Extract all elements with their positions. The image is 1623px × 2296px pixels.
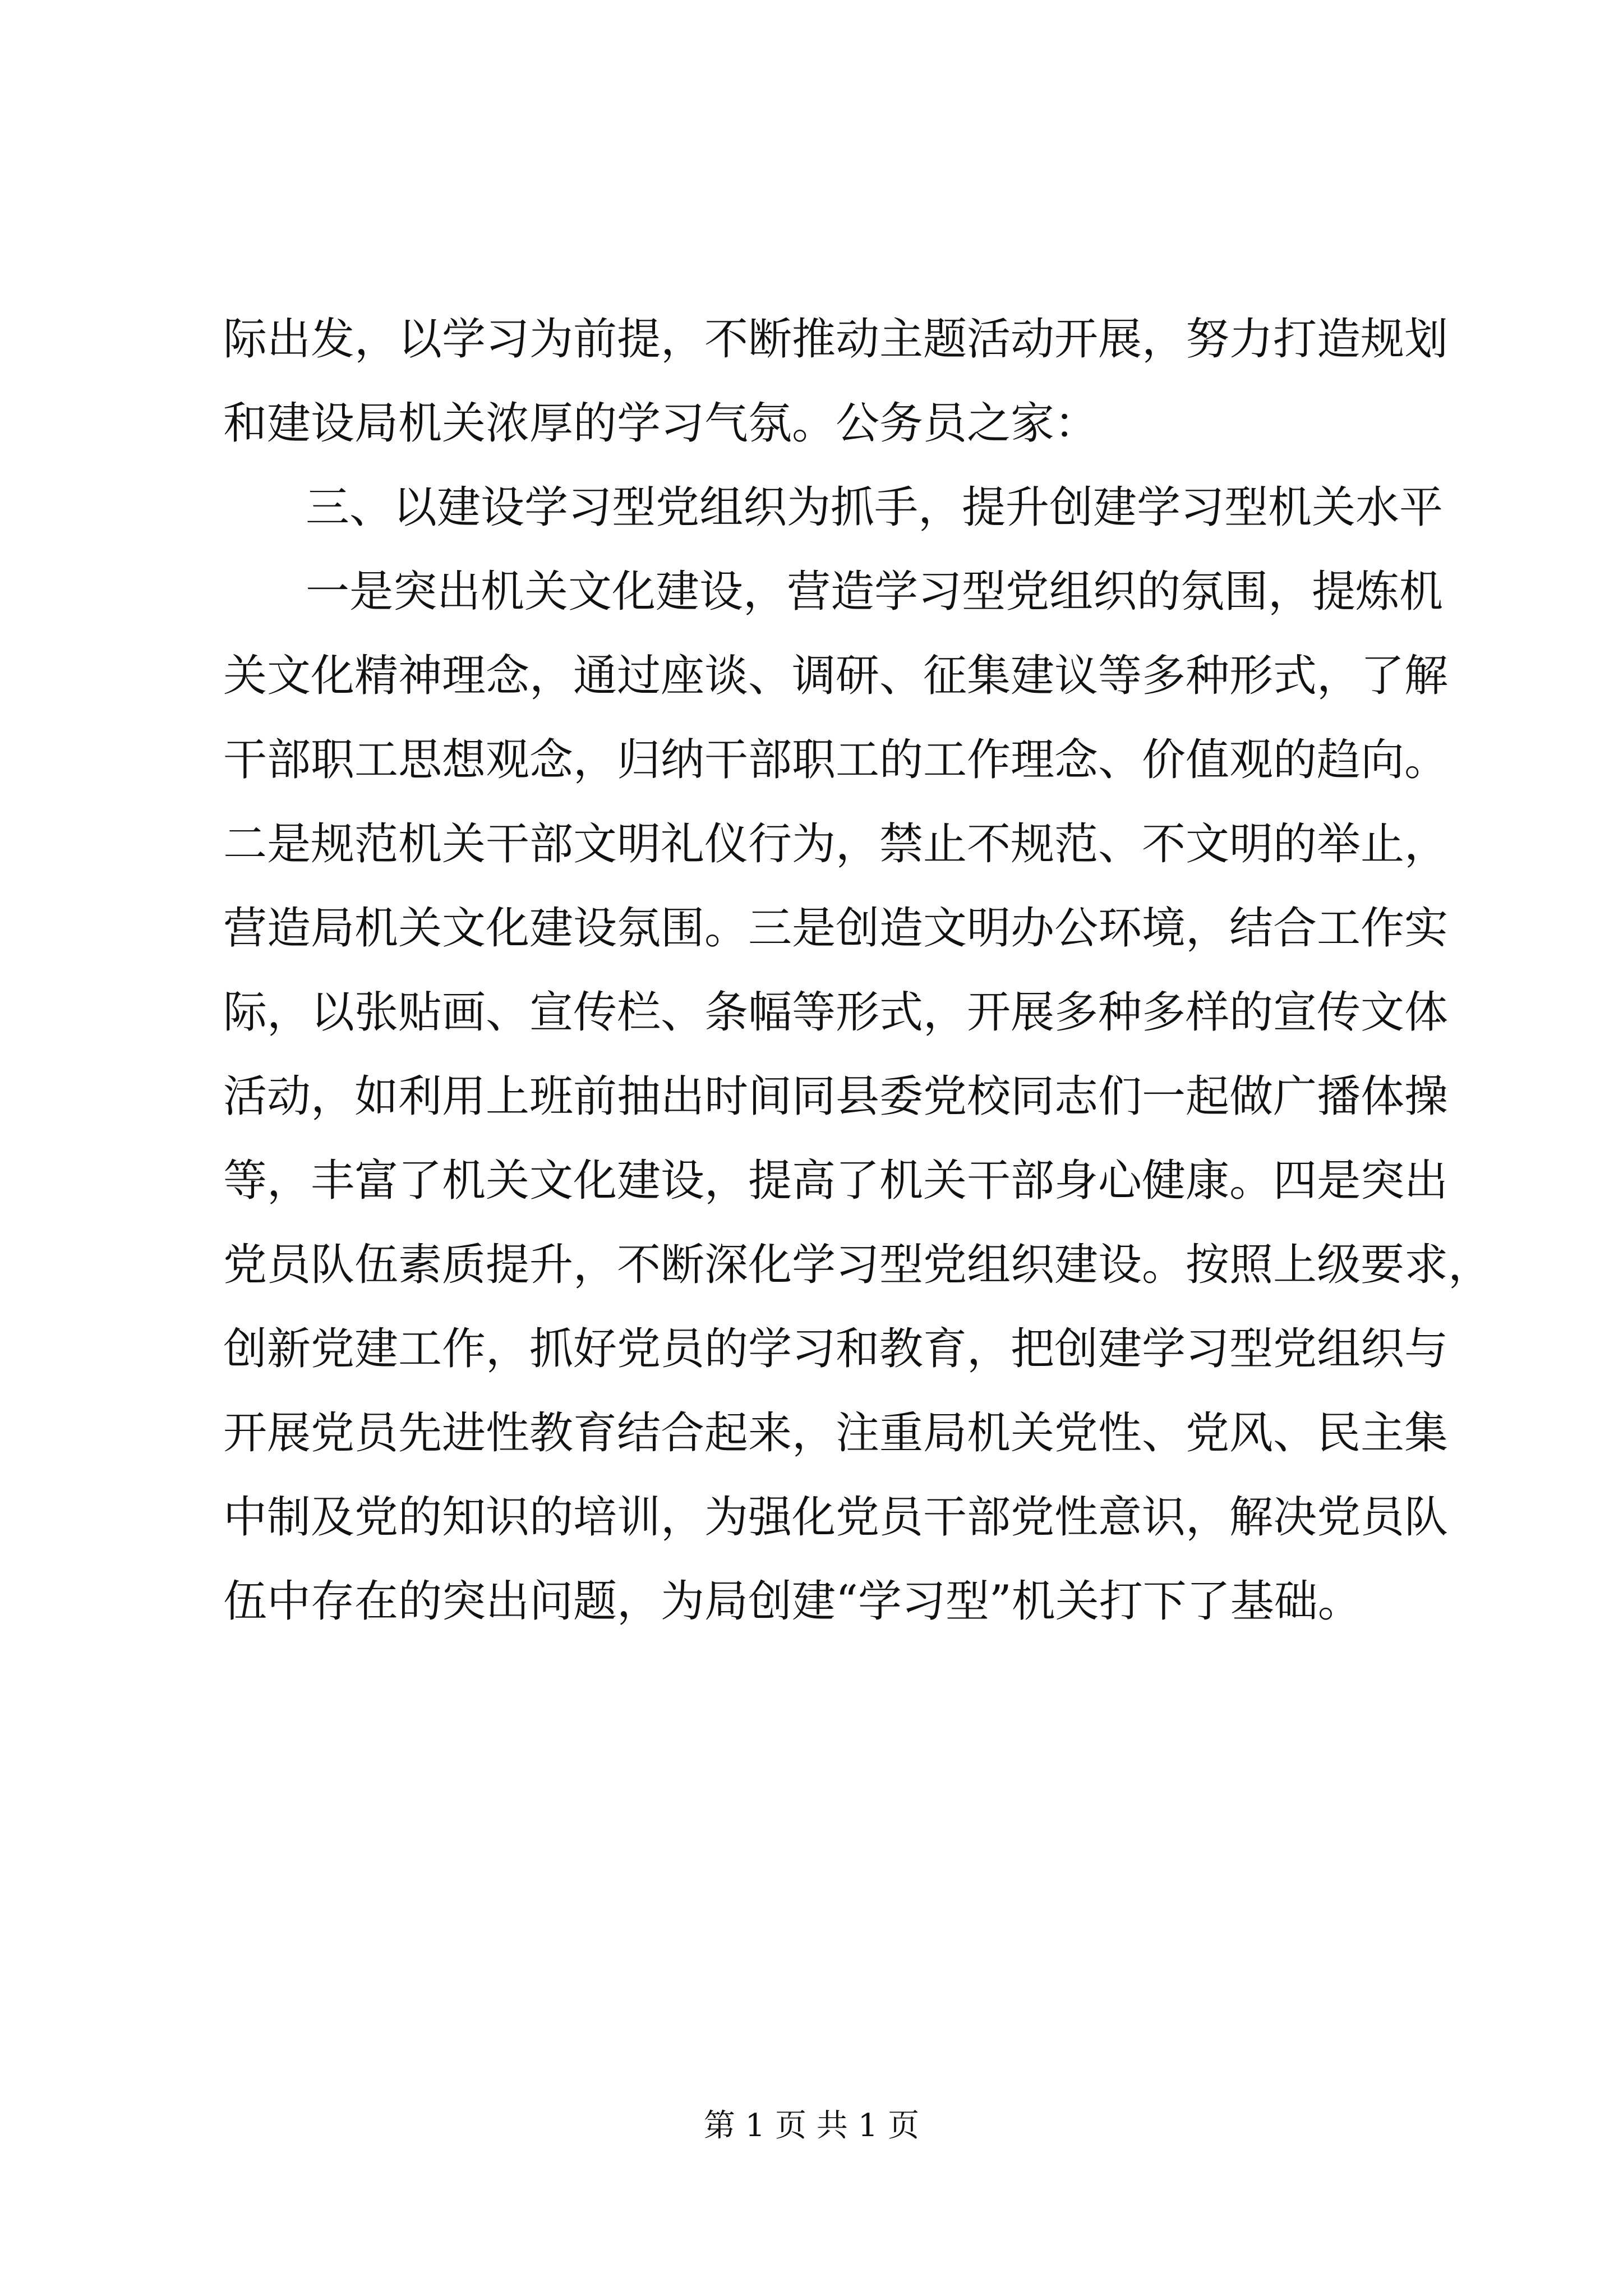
paragraph-line-6: 干部职工思想观念，归纳干部职工的工作理念、价值观的趋向。 bbox=[223, 735, 1449, 785]
page-footer: 第 1 页 共 1 页 bbox=[703, 2108, 920, 2144]
paragraph-line-12: 党员队伍素质提升，不断深化学习型党组织建设。按照上级要求， bbox=[223, 1240, 1492, 1290]
paragraph-line-10: 活动，如利用上班前抽出时间同县委党校同志们一起做广播体操 bbox=[223, 1071, 1449, 1122]
paragraph-line-15: 中制及党的知识的培训，为强化党员干部党性意识，解决党员队 bbox=[223, 1492, 1449, 1543]
paragraph-line-5: 关文化精神理念，通过座谈、调研、征集建议等多种形式，了解 bbox=[223, 651, 1449, 701]
section-heading: 三、以建设学习型党组织为抓手，提升创建学习型机关水平 bbox=[306, 482, 1444, 533]
paragraph-line-8: 营造局机关文化建设氛围。三是创造文明办公环境，结合工作实 bbox=[223, 903, 1449, 954]
paragraph-line-1: 际出发，以学习为前提，不断推动主题活动开展，努力打造规划 bbox=[223, 314, 1449, 365]
paragraph-line-16: 伍中存在的突出问题，为局创建“学习型”机关打下了基础。 bbox=[223, 1576, 1362, 1627]
paragraph-line-2: 和建设局机关浓厚的学习气氛。公务员之家： bbox=[223, 398, 1099, 449]
paragraph-line-14: 开展党员先进性教育结合起来，注重局机关党性、党风、民主集 bbox=[223, 1408, 1449, 1458]
paragraph-line-13: 创新党建工作，抓好党员的学习和教育，把创建学习型党组织与 bbox=[223, 1324, 1449, 1374]
paragraph-line-11: 等，丰富了机关文化建设，提高了机关干部身心健康。四是突出 bbox=[223, 1156, 1449, 1206]
paragraph-line-9: 际，以张贴画、宣传栏、条幅等形式，开展多种多样的宣传文体 bbox=[223, 987, 1449, 1038]
paragraph-line-7: 二是规范机关干部文明礼仪行为，禁止不规范、不文明的举止， bbox=[223, 819, 1449, 869]
paragraph-line-4: 一是突出机关文化建设，营造学习型党组织的氛围，提炼机 bbox=[306, 567, 1444, 617]
